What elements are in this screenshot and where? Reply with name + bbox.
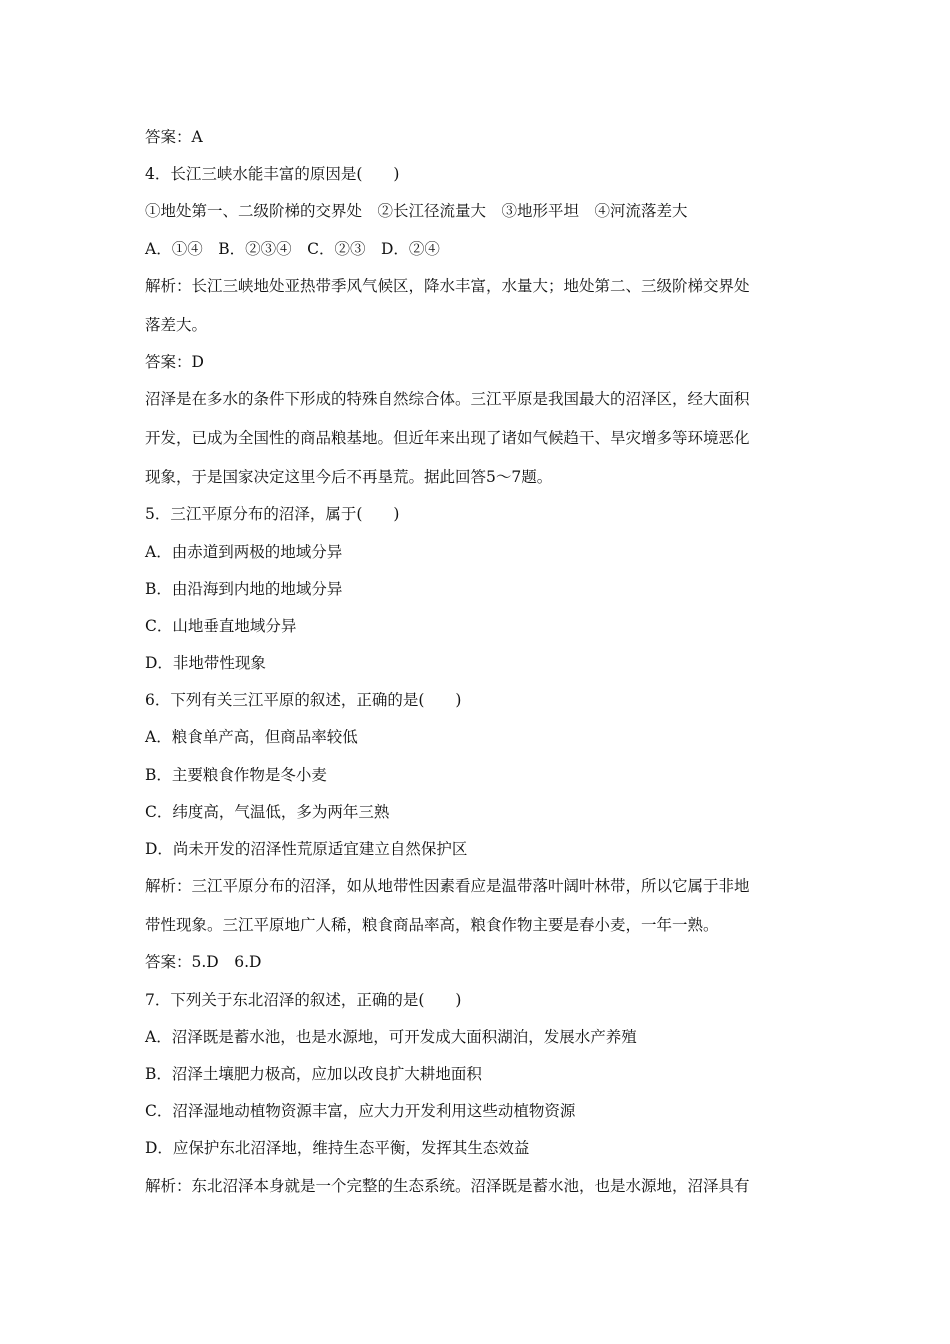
- question-4-statements: ①地处第一、二级阶梯的交界处 ②长江径流量大 ③地形平坦 ④河流落差大: [145, 202, 688, 221]
- explanation-line: 解析：三江平原分布的沼泽，如从地带性因素看应是温带落叶阔叶林带，所以它属于非地: [145, 877, 750, 896]
- option-c: C．山地垂直地域分异: [145, 616, 297, 635]
- option-c: C．沼泽湿地动植物资源丰富，应大力开发利用这些动植物资源: [145, 1102, 576, 1121]
- option-a: A．沼泽既是蓄水池，也是水源地，可开发成大面积湖泊，发展水产养殖: [145, 1027, 637, 1046]
- option-d: D．应保护东北沼泽地，维持生态平衡，发挥其生态效益: [145, 1139, 530, 1158]
- answer-line: 答案：5.D 6.D: [145, 953, 262, 972]
- explanation-line: 带性现象。三江平原地广人稀，粮食商品率高，粮食作物主要是春小麦，一年一熟。: [145, 916, 719, 935]
- passage-line: 开发，已成为全国性的商品粮基地。但近年来出现了诸如气候趋干、旱灾增多等环境恶化: [145, 429, 750, 448]
- explanation-line: 解析：长江三峡地处亚热带季风气候区，降水丰富，水量大；地处第二、三级阶梯交界处: [145, 276, 750, 295]
- question-6: 6．下列有关三江平原的叙述，正确的是( ): [145, 691, 462, 710]
- question-4-options: A．①④ B．②③④ C．②③ D．②④: [145, 239, 440, 258]
- question-4: 4．长江三峡水能丰富的原因是( ): [145, 165, 400, 184]
- explanation-line: 落差大。: [145, 315, 208, 334]
- question-7: 7．下列关于东北沼泽的叙述，正确的是( ): [145, 990, 462, 1009]
- answer-line: 答案：D: [145, 352, 204, 371]
- option-d: D．尚未开发的沼泽性荒原适宜建立自然保护区: [145, 840, 468, 858]
- option-c: C．纬度高，气温低，多为两年三熟: [145, 802, 390, 821]
- option-d: D．非地带性现象: [145, 654, 266, 673]
- option-a: A．由赤道到两极的地域分异: [145, 542, 343, 561]
- option-b: B．主要粮食作物是冬小麦: [145, 765, 327, 784]
- option-b: B．沼泽土壤肥力极高，应加以改良扩大耕地面积: [145, 1064, 482, 1083]
- passage-line: 沼泽是在多水的条件下形成的特殊自然综合体。三江平原是我国最大的沼泽区，经大面积: [145, 390, 750, 409]
- passage-line: 现象，于是国家决定这里今后不再垦荒。据此回答5～7题。: [145, 468, 553, 487]
- document-body: [145, 124, 810, 1210]
- option-b: B．由沿海到内地的地域分异: [145, 579, 343, 598]
- explanation-line: 解析：东北沼泽本身就是一个完整的生态系统。沼泽既是蓄水池，也是水源地，沼泽具有: [145, 1176, 750, 1195]
- option-a: A．粮食单产高，但商品率较低: [145, 728, 358, 747]
- answer-line: 答案：A: [145, 128, 203, 146]
- question-5: 5．三江平原分布的沼泽，属于( ): [145, 505, 400, 524]
